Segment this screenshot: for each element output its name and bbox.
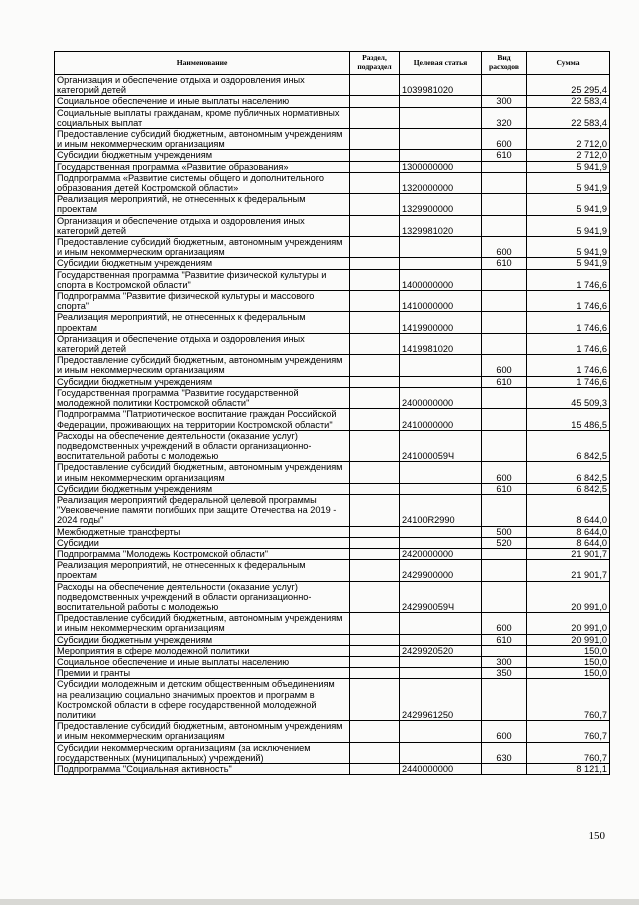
row-name-cell: Субсидии бюджетным учреждениям: [55, 634, 350, 645]
row-expense-type-cell: 520: [482, 537, 527, 548]
row-name-cell: Субсидии некоммерческим организациям (за исключением государственных (муниципальных) учреждений): [55, 742, 350, 763]
row-sum-cell: 1 746,6: [527, 355, 610, 376]
row-name-cell: Межбюджетные трансферты: [55, 526, 350, 537]
row-section-cell: [350, 237, 400, 258]
row-section-cell: [350, 355, 400, 376]
row-sum-cell: 5 941,9: [527, 194, 610, 215]
row-target-article-cell: [400, 613, 482, 634]
row-expense-type-cell: [482, 560, 527, 581]
row-section-cell: [350, 75, 400, 96]
row-section-cell: [350, 215, 400, 236]
row-sum-cell: 760,7: [527, 679, 610, 721]
header-sum: Сумма: [527, 52, 610, 75]
row-sum-cell: 8 644,0: [527, 537, 610, 548]
row-sum-cell: 6 842,5: [527, 430, 610, 462]
row-sum-cell: 1 746,6: [527, 291, 610, 312]
row-name-cell: Организация и обеспечение отдыха и оздоровления иных категорий детей: [55, 333, 350, 354]
row-expense-type-cell: [482, 215, 527, 236]
row-expense-type-cell: [482, 494, 527, 526]
row-expense-type-cell: [482, 581, 527, 613]
row-sum-cell: 2 712,0: [527, 150, 610, 161]
row-name-cell: Предоставление субсидий бюджетным, автономным учреждениям и иным некоммерческим организациям: [55, 237, 350, 258]
row-name-cell: Предоставление субсидий бюджетным, автономным учреждениям и иным некоммерческим организациям: [55, 462, 350, 483]
table-row: [55, 312, 610, 333]
table-row: [55, 258, 610, 269]
row-target-article-cell: [400, 742, 482, 763]
row-target-article-cell: [400, 96, 482, 107]
row-section-cell: [350, 483, 400, 494]
row-section-cell: [350, 387, 400, 408]
table-row: [55, 96, 610, 107]
row-expense-type-cell: [482, 333, 527, 354]
table-row: [55, 548, 610, 559]
row-section-cell: [350, 269, 400, 290]
row-section-cell: [350, 645, 400, 656]
row-name-cell: Организация и обеспечение отдыха и оздоровления иных категорий детей: [55, 75, 350, 96]
table-row: [55, 150, 610, 161]
row-target-article-cell: 1320000000: [400, 172, 482, 193]
row-expense-type-cell: 300: [482, 656, 527, 667]
table-row: [55, 387, 610, 408]
row-expense-type-cell: 610: [482, 634, 527, 645]
row-name-cell: Государственная программа "Развитие государственной молодежной политики Костромской области": [55, 387, 350, 408]
row-section-cell: [350, 656, 400, 667]
header-name: Наименование: [55, 52, 350, 75]
table-body: [55, 75, 610, 775]
table-row: [55, 721, 610, 742]
row-target-article-cell: 2429900000: [400, 560, 482, 581]
row-section-cell: [350, 430, 400, 462]
table-row: [55, 613, 610, 634]
row-expense-type-cell: 600: [482, 613, 527, 634]
row-sum-cell: 20 991,0: [527, 581, 610, 613]
row-section-cell: [350, 96, 400, 107]
table-row: [55, 764, 610, 775]
table-row: [55, 679, 610, 721]
table-row: [55, 355, 610, 376]
row-sum-cell: 150,0: [527, 656, 610, 667]
row-name-cell: Расходы на обеспечение деятельности (оказание услуг) подведомственных учреждений в области организационно-воспитательной работы с молодежью: [55, 581, 350, 613]
row-name-cell: Премии и гранты: [55, 668, 350, 679]
row-section-cell: [350, 161, 400, 172]
row-name-cell: Подпрограмма «Развитие системы общего и дополнительного образования детей Костромской области»: [55, 172, 350, 193]
row-sum-cell: 6 842,5: [527, 462, 610, 483]
row-name-cell: Субсидии бюджетным учреждениям: [55, 258, 350, 269]
row-sum-cell: 5 941,9: [527, 258, 610, 269]
budget-table: [54, 51, 610, 775]
row-expense-type-cell: 320: [482, 107, 527, 128]
table-row: [55, 483, 610, 494]
row-section-cell: [350, 462, 400, 483]
row-target-article-cell: 2429961250: [400, 679, 482, 721]
row-expense-type-cell: 610: [482, 150, 527, 161]
row-section-cell: [350, 312, 400, 333]
row-expense-type-cell: 600: [482, 721, 527, 742]
header-target-article: Целевая статья: [400, 52, 482, 75]
page-number: 150: [588, 830, 605, 842]
row-target-article-cell: 24100R2990: [400, 494, 482, 526]
row-name-cell: Реализация мероприятий, не отнесенных к федеральным проектам: [55, 312, 350, 333]
row-name-cell: Реализация мероприятий федеральной целевой программы "Увековечение памяти погибших при защите Отечества на 2019 - 2024 годы": [55, 494, 350, 526]
row-sum-cell: 760,7: [527, 742, 610, 763]
row-name-cell: Расходы на обеспечение деятельности (оказание услуг) подведомственных учреждений в области организационно-воспитательной работы с молодежью: [55, 430, 350, 462]
row-expense-type-cell: 630: [482, 742, 527, 763]
row-target-article-cell: 1039981020: [400, 75, 482, 96]
table-row: [55, 75, 610, 96]
row-target-article-cell: 242990059Ч: [400, 581, 482, 613]
row-section-cell: [350, 376, 400, 387]
table-row: [55, 462, 610, 483]
row-target-article-cell: [400, 376, 482, 387]
scan-edge: [0, 899, 639, 905]
row-target-article-cell: 241000059Ч: [400, 430, 482, 462]
row-target-article-cell: [400, 537, 482, 548]
row-expense-type-cell: [482, 312, 527, 333]
row-sum-cell: 6 842,5: [527, 483, 610, 494]
row-target-article-cell: [400, 258, 482, 269]
row-sum-cell: 25 295,4: [527, 75, 610, 96]
row-name-cell: Социальные выплаты гражданам, кроме публичных нормативных социальных выплат: [55, 107, 350, 128]
row-section-cell: [350, 560, 400, 581]
table-row: [55, 215, 610, 236]
row-target-article-cell: [400, 237, 482, 258]
table-row: [55, 494, 610, 526]
row-expense-type-cell: 350: [482, 668, 527, 679]
row-sum-cell: 5 941,9: [527, 172, 610, 193]
row-name-cell: Социальное обеспечение и иные выплаты населению: [55, 656, 350, 667]
table-row: [55, 526, 610, 537]
row-name-cell: Предоставление субсидий бюджетным, автономным учреждениям и иным некоммерческим организациям: [55, 129, 350, 150]
row-target-article-cell: 1329900000: [400, 194, 482, 215]
row-target-article-cell: [400, 129, 482, 150]
row-sum-cell: 20 991,0: [527, 613, 610, 634]
row-name-cell: Подпрограмма "Развитие физической культуры и массового спорта": [55, 291, 350, 312]
row-target-article-cell: [400, 355, 482, 376]
row-target-article-cell: [400, 668, 482, 679]
row-expense-type-cell: 600: [482, 355, 527, 376]
row-section-cell: [350, 548, 400, 559]
row-target-article-cell: 1410000000: [400, 291, 482, 312]
row-section-cell: [350, 613, 400, 634]
table-row: [55, 668, 610, 679]
row-name-cell: Предоставление субсидий бюджетным, автономным учреждениям и иным некоммерческим организациям: [55, 613, 350, 634]
row-expense-type-cell: 610: [482, 258, 527, 269]
row-target-article-cell: 1419981020: [400, 333, 482, 354]
table-row: [55, 269, 610, 290]
row-sum-cell: 150,0: [527, 645, 610, 656]
row-sum-cell: 760,7: [527, 721, 610, 742]
row-expense-type-cell: [482, 194, 527, 215]
table-row: [55, 129, 610, 150]
row-sum-cell: 5 941,9: [527, 215, 610, 236]
row-target-article-cell: [400, 483, 482, 494]
row-section-cell: [350, 679, 400, 721]
row-sum-cell: 8 121,1: [527, 764, 610, 775]
row-target-article-cell: 1329981020: [400, 215, 482, 236]
table-row: [55, 161, 610, 172]
row-section-cell: [350, 129, 400, 150]
row-sum-cell: 22 583,4: [527, 107, 610, 128]
row-expense-type-cell: [482, 645, 527, 656]
row-section-cell: [350, 721, 400, 742]
table-row: [55, 634, 610, 645]
table-row: [55, 581, 610, 613]
row-sum-cell: 21 901,7: [527, 560, 610, 581]
row-sum-cell: 15 486,5: [527, 409, 610, 430]
row-section-cell: [350, 742, 400, 763]
row-expense-type-cell: 600: [482, 237, 527, 258]
row-name-cell: Подпрограмма "Молодежь Костромской области": [55, 548, 350, 559]
row-target-article-cell: [400, 721, 482, 742]
row-name-cell: Подпрограмма "Социальная активность": [55, 764, 350, 775]
row-target-article-cell: [400, 656, 482, 667]
table-row: [55, 333, 610, 354]
row-expense-type-cell: 610: [482, 483, 527, 494]
table-row: [55, 430, 610, 462]
row-section-cell: [350, 258, 400, 269]
row-sum-cell: 8 644,0: [527, 526, 610, 537]
row-sum-cell: 5 941,9: [527, 161, 610, 172]
row-name-cell: Мероприятия в сфере молодежной политики: [55, 645, 350, 656]
row-expense-type-cell: [482, 161, 527, 172]
header-section: Раздел, подраздел: [350, 52, 400, 75]
row-section-cell: [350, 634, 400, 645]
table-row: [55, 656, 610, 667]
row-name-cell: Предоставление субсидий бюджетным, автономным учреждениям и иным некоммерческим организациям: [55, 355, 350, 376]
header-expense-type: Вид расходов: [482, 52, 527, 75]
table-row: [55, 645, 610, 656]
row-sum-cell: 1 746,6: [527, 376, 610, 387]
table-header-row: [55, 52, 610, 75]
row-section-cell: [350, 581, 400, 613]
row-name-cell: Субсидии бюджетным учреждениям: [55, 376, 350, 387]
row-target-article-cell: [400, 150, 482, 161]
row-expense-type-cell: 500: [482, 526, 527, 537]
table-row: [55, 376, 610, 387]
row-expense-type-cell: 610: [482, 376, 527, 387]
row-target-article-cell: [400, 462, 482, 483]
row-target-article-cell: [400, 107, 482, 128]
row-section-cell: [350, 194, 400, 215]
row-expense-type-cell: 600: [482, 129, 527, 150]
row-name-cell: Субсидии бюджетным учреждениям: [55, 150, 350, 161]
row-target-article-cell: [400, 526, 482, 537]
table-row: [55, 537, 610, 548]
row-expense-type-cell: [482, 430, 527, 462]
row-name-cell: Субсидии: [55, 537, 350, 548]
row-expense-type-cell: [482, 679, 527, 721]
row-section-cell: [350, 409, 400, 430]
row-sum-cell: 21 901,7: [527, 548, 610, 559]
row-expense-type-cell: [482, 548, 527, 559]
table-row: [55, 560, 610, 581]
row-name-cell: Субсидии молодежным и детским общественным объединениям на реализацию социально значимых проектов и программ в Костромской области в сфере государственной молодежной политики: [55, 679, 350, 721]
row-name-cell: Реализация мероприятий, не отнесенных к федеральным проектам: [55, 194, 350, 215]
row-name-cell: Социальное обеспечение и иные выплаты населению: [55, 96, 350, 107]
row-target-article-cell: [400, 634, 482, 645]
row-expense-type-cell: 600: [482, 462, 527, 483]
table-row: [55, 172, 610, 193]
row-sum-cell: 5 941,9: [527, 237, 610, 258]
row-section-cell: [350, 107, 400, 128]
row-target-article-cell: 2400000000: [400, 387, 482, 408]
row-target-article-cell: 2440000000: [400, 764, 482, 775]
row-section-cell: [350, 333, 400, 354]
row-sum-cell: 2 712,0: [527, 129, 610, 150]
row-sum-cell: 8 644,0: [527, 494, 610, 526]
row-sum-cell: 22 583,4: [527, 96, 610, 107]
row-name-cell: Предоставление субсидий бюджетным, автономным учреждениям и иным некоммерческим организациям: [55, 721, 350, 742]
row-expense-type-cell: [482, 75, 527, 96]
row-target-article-cell: 1419900000: [400, 312, 482, 333]
row-section-cell: [350, 668, 400, 679]
table-row: [55, 107, 610, 128]
row-name-cell: Организация и обеспечение отдыха и оздоровления иных категорий детей: [55, 215, 350, 236]
row-name-cell: Государственная программа "Развитие физической культуры и спорта в Костромской области": [55, 269, 350, 290]
table-row: [55, 409, 610, 430]
row-sum-cell: 20 991,0: [527, 634, 610, 645]
row-expense-type-cell: 300: [482, 96, 527, 107]
row-section-cell: [350, 150, 400, 161]
table-row: [55, 742, 610, 763]
table-row: [55, 237, 610, 258]
row-expense-type-cell: [482, 409, 527, 430]
row-section-cell: [350, 526, 400, 537]
row-section-cell: [350, 291, 400, 312]
row-section-cell: [350, 764, 400, 775]
row-target-article-cell: 2429920520: [400, 645, 482, 656]
row-name-cell: Подпрограмма "Патриотическое воспитание граждан Российской Федерации, проживающих на территории Костромской области": [55, 409, 350, 430]
row-target-article-cell: 2410000000: [400, 409, 482, 430]
row-target-article-cell: 1300000000: [400, 161, 482, 172]
row-sum-cell: 1 746,6: [527, 269, 610, 290]
row-sum-cell: 1 746,6: [527, 333, 610, 354]
table-row: [55, 291, 610, 312]
row-expense-type-cell: [482, 172, 527, 193]
table-row: [55, 194, 610, 215]
row-expense-type-cell: [482, 291, 527, 312]
row-name-cell: Субсидии бюджетным учреждениям: [55, 483, 350, 494]
row-sum-cell: 1 746,6: [527, 312, 610, 333]
row-expense-type-cell: [482, 269, 527, 290]
row-sum-cell: 150,0: [527, 668, 610, 679]
row-sum-cell: 45 509,3: [527, 387, 610, 408]
row-section-cell: [350, 537, 400, 548]
row-target-article-cell: 1400000000: [400, 269, 482, 290]
row-expense-type-cell: [482, 764, 527, 775]
row-expense-type-cell: [482, 387, 527, 408]
row-section-cell: [350, 172, 400, 193]
row-target-article-cell: 2420000000: [400, 548, 482, 559]
row-name-cell: Государственная программа «Развитие образования»: [55, 161, 350, 172]
row-name-cell: Реализация мероприятий, не отнесенных к федеральным проектам: [55, 560, 350, 581]
row-section-cell: [350, 494, 400, 526]
